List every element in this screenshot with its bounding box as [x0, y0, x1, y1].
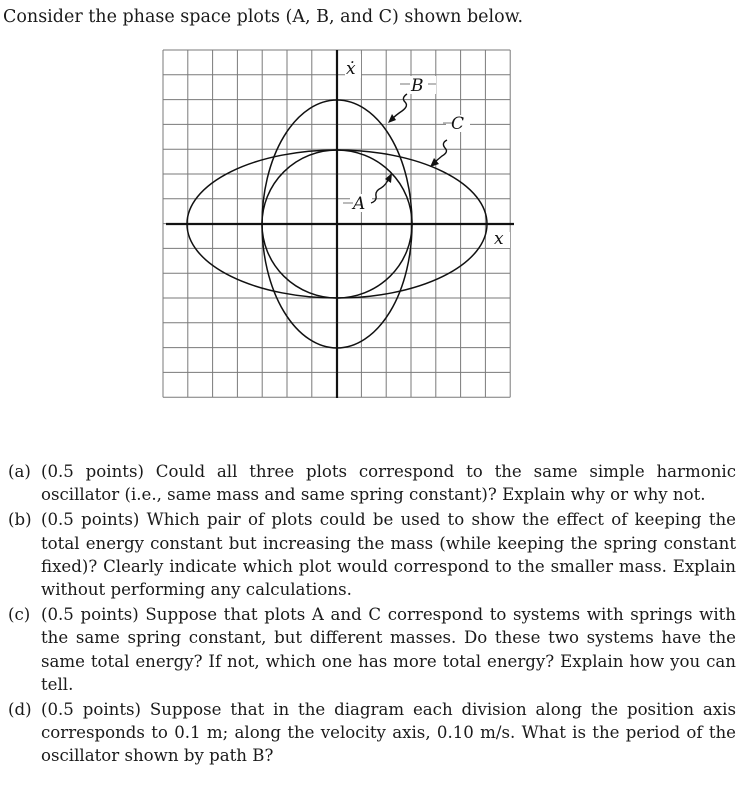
question-label: (c)	[8, 605, 31, 625]
plot-b-arrow-icon	[388, 94, 407, 123]
question-list	[8, 460, 736, 770]
plot-c-arrow-icon	[430, 140, 447, 167]
x-axis-label: x	[494, 229, 504, 249]
phase-space-diagram	[160, 46, 520, 402]
y-axis-label: ẋ	[346, 59, 356, 79]
question-label: (a)	[8, 462, 31, 481]
question-d	[8, 698, 736, 768]
question-label: (d)	[8, 700, 32, 720]
plot-b-label: B	[411, 76, 424, 96]
question-text: (0.5 points) Suppose that plots A and C correspond to systems with springs with the same spring constant, but different masses. Do these two systems have the same total energy? If not, which one has more total energy? Explain how you can tell.	[41, 605, 736, 694]
question-c	[8, 603, 736, 696]
question-text: (0.5 points) Which pair of plots could be used to show the effect of keeping the total energy constant but increasing the mass (while keeping the spring constant fixed)? Clearly indicate which plot would correspond to the smaller mass. Explain without performing any calculations.	[41, 510, 736, 600]
question-text: (0.5 points) Suppose that in the diagram each division along the position axis corresponds to 0.1 m; along the velocity axis, 0.10 m/s. What is the period of the oscillator shown by path B?	[41, 700, 736, 766]
plot-c-label: C	[451, 114, 465, 134]
question-a	[8, 460, 736, 506]
question-label: (b)	[8, 510, 32, 530]
phase-space-figure	[160, 46, 520, 402]
intro-text: Consider the phase space plots (A, B, and C) shown below.	[3, 7, 524, 27]
plot-a-label: A	[353, 194, 366, 214]
question-text: (0.5 points) Could all three plots correspond to the same simple harmonic oscillator (i.e., same mass and same spring constant)? Explain why or why not.	[41, 462, 736, 505]
question-b	[8, 508, 736, 601]
